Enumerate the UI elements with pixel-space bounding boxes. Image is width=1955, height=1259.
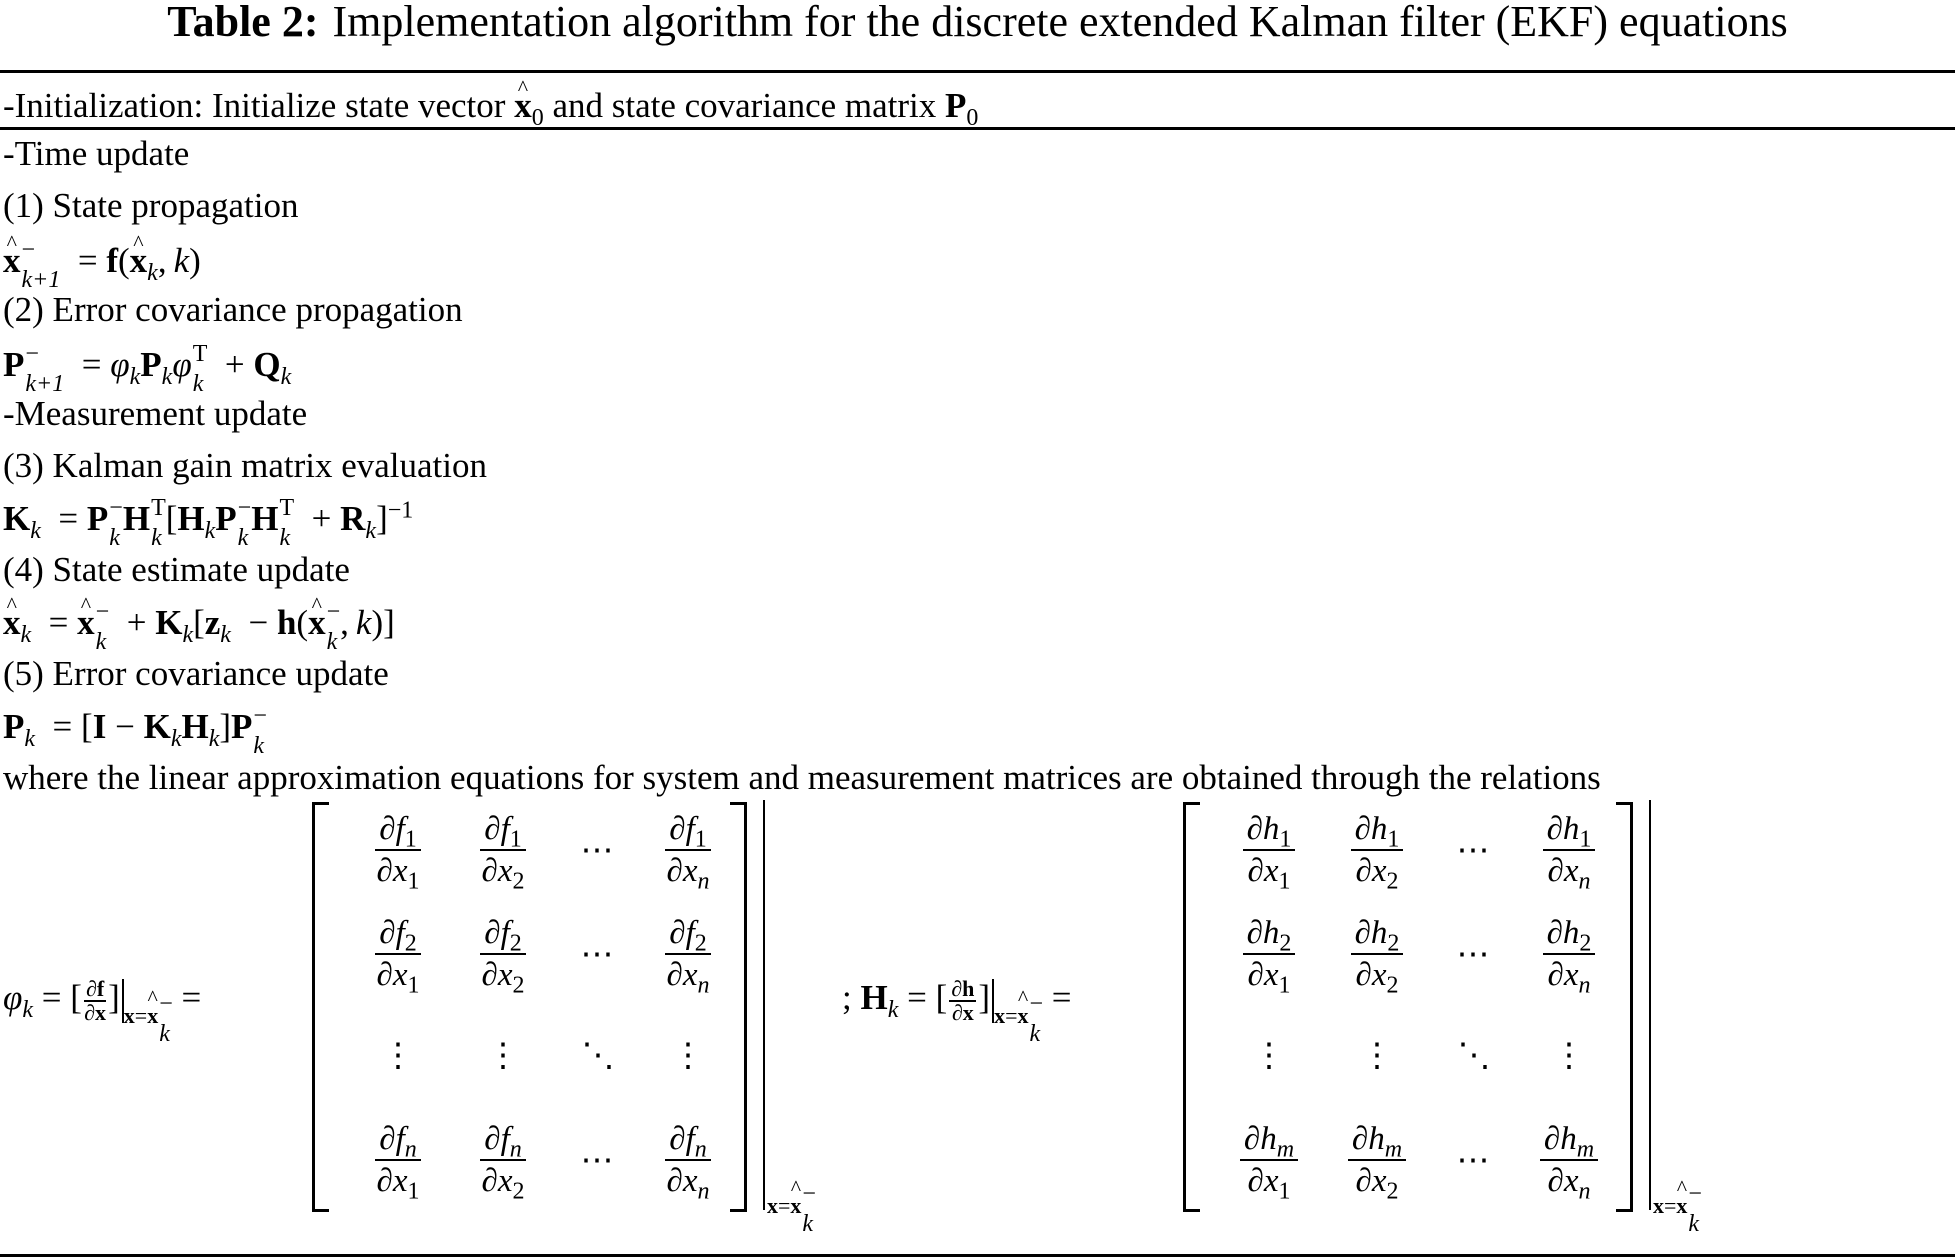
time-update-heading: -Time update — [3, 134, 190, 173]
equation-state-estimate: ^ $x_k$ = ^ x − k + $K_k[z_k$ − h(^ x − k , k)] — [3, 602, 395, 650]
where-text: where the linear approximation equations for system and measurement matrices are obtained through the relations — [3, 758, 1601, 797]
measurement-update-heading: -Measurement update — [3, 394, 308, 433]
caption-label: Table 2: — [167, 0, 319, 46]
init-row: -Initialization: Initialize state vector ^ $x_0$ and state covariance matrix $P_0$ — [3, 86, 978, 126]
step2-label: (2) Error covariance propagation — [3, 290, 463, 329]
mid-rule — [0, 127, 1955, 130]
equation-covariance-propagation: P − k+1 = $\varphi_kP_k\varphi$ T k + $Q_k$ — [3, 341, 292, 397]
step1-label: (1) State propagation — [3, 186, 299, 225]
step5-label: (5) Error covariance update — [3, 654, 389, 693]
P-symbol: P — [945, 86, 967, 125]
equation-state-propagation: ^ x − k+1 = f(^ $x_k$, k) — [3, 240, 201, 288]
phi-jacobian-lhs: $\varphi_k$ = [ $\frac{\partial f}{\partial x}$ ] $_{x=\^{} x - k}$ = — [3, 978, 201, 1042]
step3-label: (3) Kalman gain matrix evaluation — [3, 446, 488, 485]
table-caption — [0, 0, 1955, 52]
H-jacobian-matrix: x=^ x − k $\frac{\partial h_1}{\partial x_1}$ $\frac{\partial h_1}{\partial x_2}$ ⋯ $\frac{\partial h_1}{\partial x_n}$ $\frac{\partial h_2}{\partial x_1}$ $\frac{\partial h_2}{\partial x_2}$ ⋯ $\frac{\partial h_2}{\partial x_n}$ ⋮ ⋮ ⋱ ⋮ $\frac{\partial h_m}{\partial x_1}$ $\frac{\partial h_m}{\partial x_2}$ ⋯ $\frac{\partial h_m}{\partial x_n}$ — [1183, 800, 1633, 1210]
equation-kalman-gain: $K_k = P$ − k H T k [$H_kP$ − k H T k + $R_k]^{-1}$ — [3, 495, 414, 551]
equation-covariance-update: $P_k = [I - K_kH_k]P$ − k — [3, 703, 267, 759]
init-text: -Initialization: Initialize state vector — [3, 86, 506, 125]
x-hat-symbol: ^ x — [514, 86, 532, 126]
top-rule — [0, 70, 1955, 73]
phi-jacobian-matrix: x=^ x − k $\frac{\partial f_1}{\partial x_1}$ $\frac{\partial f_1}{\partial x_2}$ ⋯ $\frac{\partial f_1}{\partial x_n}$ $\frac{\partial f_2}{\partial x_1}$ $\frac{\partial f_2}{\partial x_2}$ ⋯ $\frac{\partial f_2}{\partial x_n}$ ⋮ ⋮ ⋱ ⋮ $\frac{\partial f_n}{\partial x_1}$ $\frac{\partial f_n}{\partial x_2}$ ⋯ $\frac{\partial f_n}{\partial x_n}$ — [312, 800, 747, 1210]
H-jacobian-lhs: ; $H_k$ = [ $\frac{\partial h}{\partial x}$ ] $_{x=\^{} x - k}$ = — [842, 978, 1072, 1042]
init-and-text: and state covariance matrix — [552, 86, 937, 125]
jacobian-equations — [0, 800, 1955, 1237]
step4-label: (4) State estimate update — [3, 550, 350, 589]
bottom-rule — [0, 1254, 1955, 1257]
caption-text: Implementation algorithm for the discrete extended Kalman filter (EKF) equations — [332, 0, 1788, 46]
